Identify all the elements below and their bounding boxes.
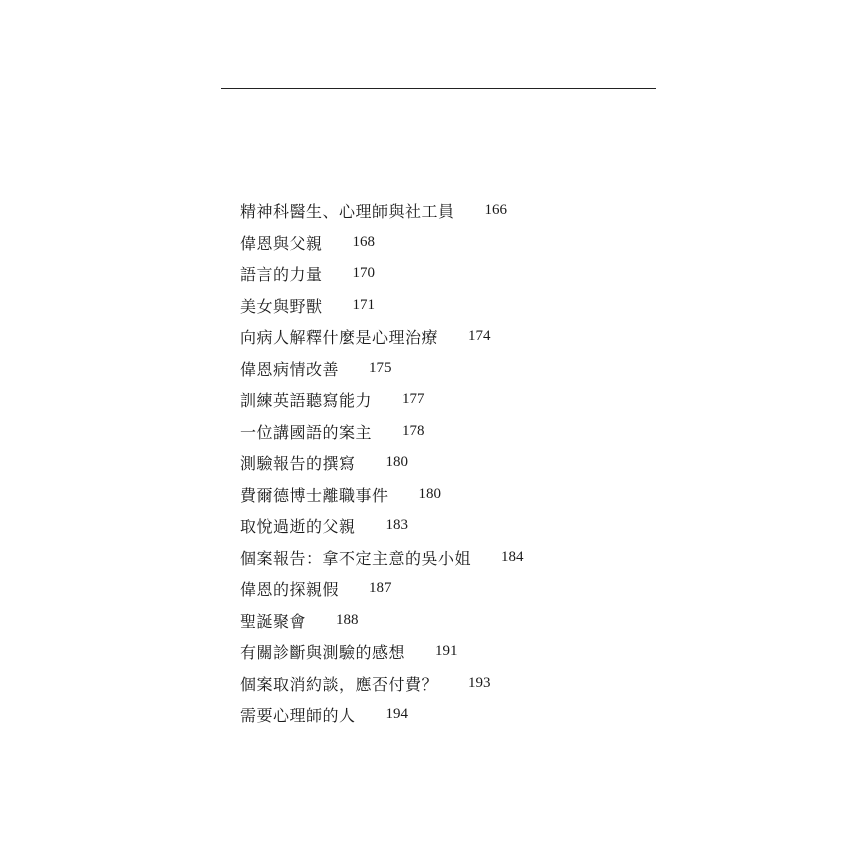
toc-entry-page: 174 (468, 328, 491, 345)
toc-entry (240, 290, 524, 322)
toc-entry (240, 605, 524, 637)
top-rule (221, 88, 656, 89)
toc-entry-title: 一位講國語的案主 (240, 422, 373, 442)
toc-entry-title: 偉恩的探親假 (240, 580, 340, 600)
toc-entry-title: 個案取消約談，應否付費？ (240, 674, 439, 694)
toc-entry (240, 668, 524, 700)
toc-entry-title: 測驗報告的撰寫 (240, 454, 356, 474)
toc-entry-title: 取悅過逝的父親 (240, 517, 356, 537)
toc-entry-title: 個案報告：拿不定主意的吳小姐 (240, 548, 472, 568)
toc-entry-title: 需要心理師的人 (240, 706, 356, 726)
toc-entry-page: 170 (352, 265, 376, 282)
toc-entry-page: 178 (402, 422, 425, 439)
toc-entry-title: 語言的力量 (240, 265, 323, 285)
toc-entry (240, 195, 524, 227)
toc-entry-page: 183 (385, 517, 409, 534)
toc-entry-page: 187 (369, 580, 392, 597)
toc-entry-page: 193 (468, 674, 491, 691)
toc-entry (240, 542, 524, 574)
toc-entry (240, 384, 524, 416)
toc-entry-page: 177 (402, 391, 425, 408)
toc-entry-page: 191 (435, 643, 458, 660)
toc-entry (240, 447, 524, 479)
toc-entry-page: 180 (418, 485, 442, 502)
toc-entry-title: 美女與野獸 (240, 296, 323, 316)
table-of-contents (240, 195, 524, 731)
toc-entry-page: 184 (501, 548, 524, 565)
toc-entry-page: 180 (385, 454, 409, 471)
toc-entry (240, 636, 524, 668)
toc-entry (240, 416, 524, 448)
toc-entry (240, 353, 524, 385)
toc-entry-title: 偉恩病情改善 (240, 359, 340, 379)
toc-entry-page: 166 (484, 202, 508, 219)
toc-entry-title: 偉恩與父親 (240, 233, 323, 253)
toc-entry-page: 171 (352, 296, 376, 313)
toc-entry-page: 188 (336, 611, 359, 628)
toc-entry-page: 175 (369, 359, 392, 376)
toc-entry-title: 有關診斷與測驗的感想 (240, 643, 406, 663)
toc-entry-title: 向病人解釋什麼是心理治療 (240, 328, 439, 348)
toc-entry-title: 聖誕聚會 (240, 611, 307, 631)
toc-entry (240, 573, 524, 605)
toc-entry (240, 479, 524, 511)
toc-entry-page: 194 (385, 706, 409, 723)
toc-entry (240, 510, 524, 542)
toc-entry (240, 258, 524, 290)
toc-entry-page: 168 (352, 233, 376, 250)
toc-entry-title: 訓練英語聽寫能力 (240, 391, 373, 411)
toc-entry-title: 費爾德博士離職事件 (240, 485, 389, 505)
toc-entry-title: 精神科醫生、心理師與社工員 (240, 202, 455, 222)
toc-entry (240, 321, 524, 353)
toc-entry (240, 227, 524, 259)
toc-entry (240, 699, 524, 731)
